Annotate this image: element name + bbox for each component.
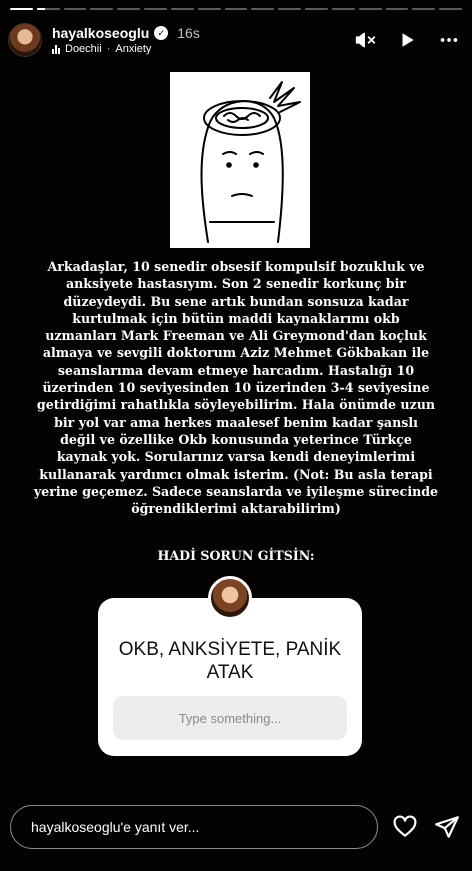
- anxious-character-illustration: [170, 72, 310, 248]
- caption-line: uzmanları Mark Freeman ve Ali Greymond'dan koçluk: [45, 328, 427, 344]
- question-sticker[interactable]: [98, 598, 362, 756]
- caption-line: kullanarak yardımcı olmak isterim. (Not: Bu asla terapi: [39, 466, 433, 482]
- progress-segment: [305, 8, 328, 10]
- story-header: [8, 18, 464, 62]
- reply-input[interactable]: hayalkoseoglu'e yanıt ver...: [10, 805, 378, 849]
- music-bars-icon: [52, 45, 60, 54]
- progress-segment: [225, 8, 248, 10]
- caption-line: üzerinden 10 seviyesinden 10 üzerinden 3-4 seviyesine: [42, 380, 430, 396]
- progress-segment: [198, 8, 221, 10]
- caption-line: değil ve özellike Okb konusunda yeterince Türkçe: [60, 431, 412, 447]
- caption-line: almaya ve sevgili doktorum Aziz Mehmet Gökbakan ile: [42, 345, 430, 361]
- story-caption: [28, 258, 444, 517]
- progress-segment: [332, 8, 355, 10]
- question-avatar: [208, 576, 252, 620]
- progress-segment: [171, 8, 194, 10]
- speaker-muted-icon[interactable]: [354, 29, 376, 51]
- caption-line: öğrendiklerimi aktarabilirim): [131, 501, 341, 517]
- progress-segment: [10, 8, 33, 10]
- progress-segment: [64, 8, 87, 10]
- caption-line: düzeydeydi. Bu sene artık bundan sonsuza kadar: [63, 293, 409, 309]
- progress-segment: [278, 8, 301, 10]
- music-artist: Doechii: [65, 43, 102, 55]
- progress-segment: [412, 8, 435, 10]
- progress-segment: [251, 8, 274, 10]
- progress-segment: [439, 8, 462, 10]
- question-line-1: OKB, ANKSİYETE, PANİK: [118, 639, 342, 660]
- caption-line: anksiyete hastasıyım. Son 2 senedir korkunç bir: [65, 276, 407, 292]
- play-icon[interactable]: [396, 29, 418, 51]
- story-progress-bar: [10, 8, 462, 11]
- post-time: 16s: [177, 25, 200, 41]
- caption-line: kaynak yok. Sorularınız varsa kendi deneyimlerimi: [56, 449, 416, 465]
- caption-line: kurtulmak için bütün maddi kaynaklarımı okb: [72, 310, 400, 326]
- question-line-2: ATAK: [206, 662, 254, 683]
- progress-segment: [386, 8, 409, 10]
- verified-badge-icon: ✓: [154, 26, 168, 40]
- story-controls: [354, 29, 464, 51]
- progress-segment: [359, 8, 382, 10]
- question-text: [98, 638, 362, 684]
- caption-line: seanslarıma devam etmeye harcadım. Hastalığı 10: [57, 362, 415, 378]
- music-separator: ·: [106, 43, 111, 55]
- story-call-to-action: HADİ SORUN GİTSİN:: [157, 548, 315, 563]
- progress-segment: [144, 8, 167, 10]
- progress-segment: [90, 8, 113, 10]
- avatar[interactable]: [8, 23, 42, 57]
- question-answer-input[interactable]: Type something...: [113, 696, 347, 740]
- send-icon[interactable]: [432, 812, 462, 842]
- user-info: [52, 25, 200, 55]
- caption-line: yerine geçemez. Sadece seanslarda ve iyileşme sürecinde: [33, 483, 439, 499]
- progress-segment: [37, 8, 60, 10]
- caption-line: getirdiğimi rahatlıkla söyleyebilirim. Hala önümde uzun: [36, 397, 436, 413]
- more-dots-icon[interactable]: [438, 29, 460, 51]
- username[interactable]: hayalkoseoglu: [52, 25, 150, 41]
- caption-line: bir yol var ama herkes maalesef benim kadar şanslı: [54, 414, 418, 430]
- music-song: Anxiety: [115, 43, 152, 55]
- caption-line: Arkadaşlar, 10 senedir obsesif kompulsif bozukluk ve: [47, 259, 425, 274]
- story-footer: [0, 800, 472, 854]
- progress-segment: [117, 8, 140, 10]
- heart-icon[interactable]: [390, 812, 420, 842]
- music-info[interactable]: [52, 43, 200, 55]
